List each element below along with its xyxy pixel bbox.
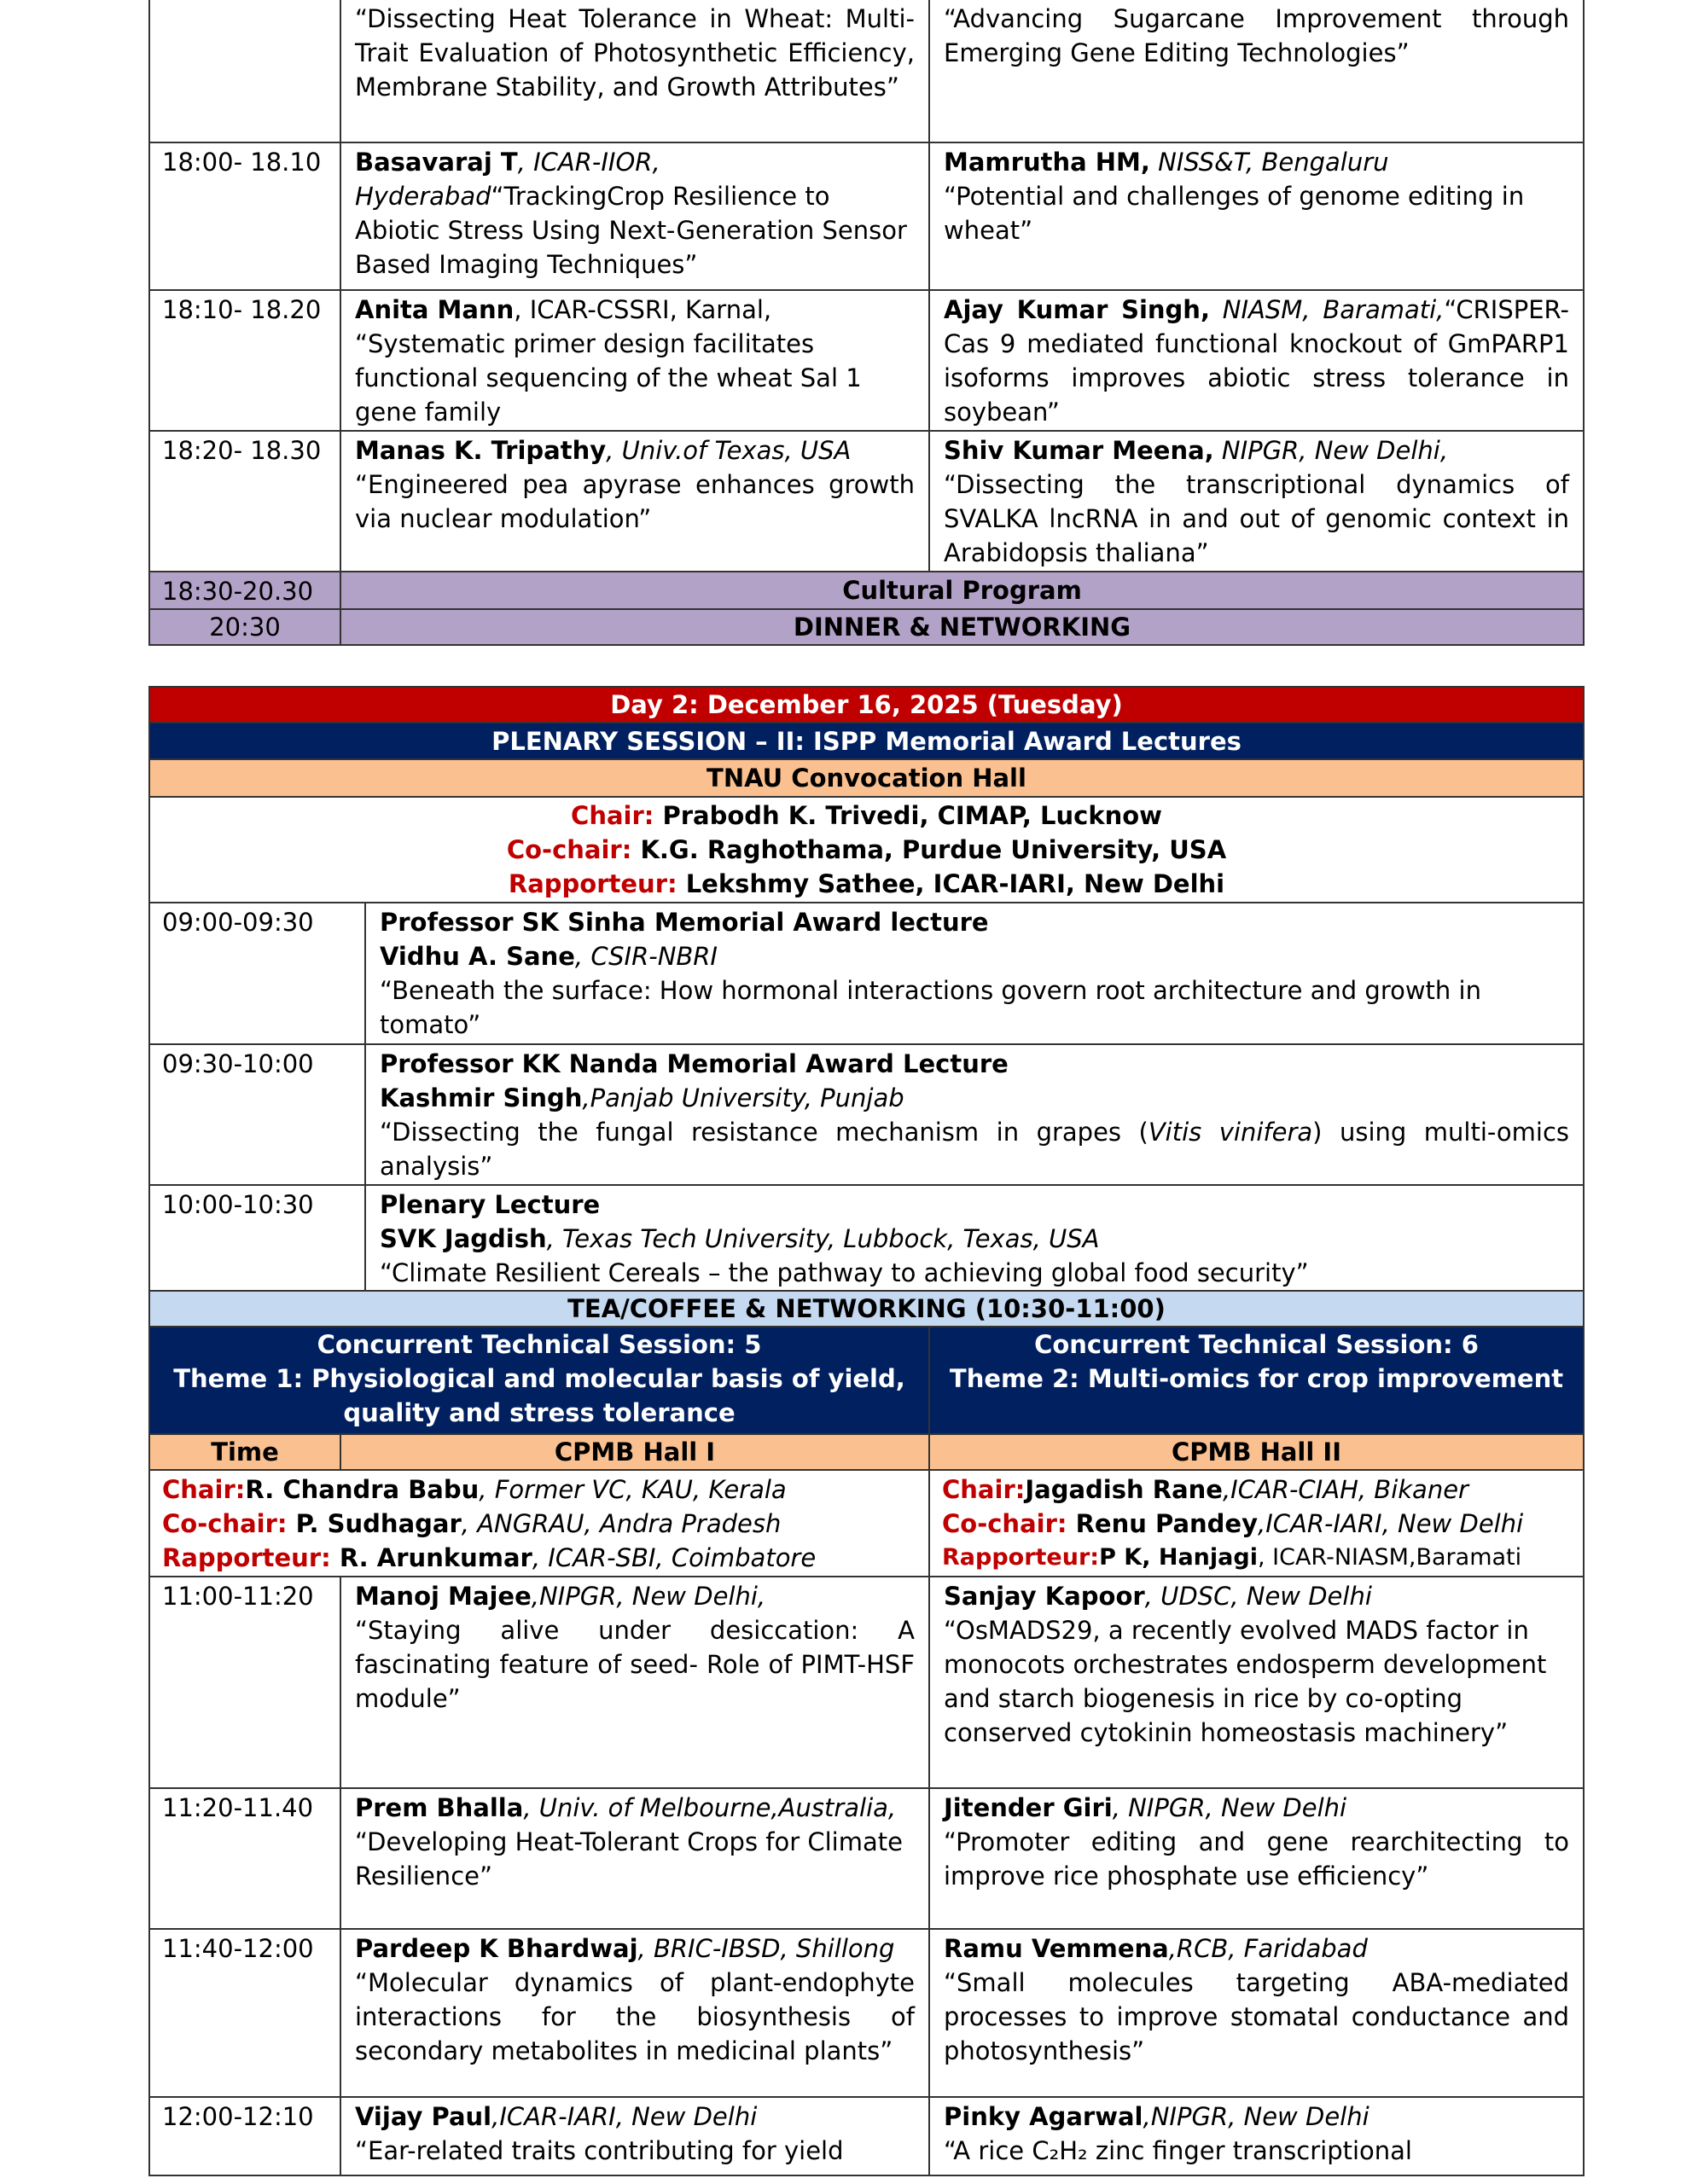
hall1-header: CPMB Hall I [340,1434,929,1470]
time-cell: 11:40-12:00 [149,1929,340,2097]
chair-affiliation: , Former VC, KAU, Kerala [479,1475,787,1504]
speaker-affiliation: , ICAR-IIOR, Hyderabad [355,148,660,211]
chair-name: R. Chandra Babu [245,1475,480,1504]
lecture-cell [365,1185,1584,1291]
speaker-affiliation: NIPGR, New Delhi, [1213,436,1449,465]
concurrent-session-6 [929,1327,1584,1434]
session-theme: Theme 1: Physiological and molecular basis of yield, quality and stress tolerance [173,1364,905,1427]
plenary-row [149,1185,1584,1291]
talk-cell [340,431,929,572]
time-cell: 18:00- 18.10 [149,142,340,290]
cochair-name: Renu Pandey [1067,1509,1259,1538]
talk-cell [340,142,929,290]
speaker-affiliation: , Texas Tech University, Lubbock, Texas, USA [546,1224,1100,1253]
speaker-affiliation: , ICAR-CSSRI, Karnal, [514,295,772,324]
cultural-program-label: Cultural Program [340,572,1584,609]
concurrent-session-5 [149,1327,929,1434]
talk-title: “Dissecting the transcriptional dynamics of SVALKA lncRNA in and out of genomic context in Arabidopsis thaliana” [944,470,1569,567]
table-row [149,290,1584,431]
talk-title: “Developing Heat-Tolerant Crops for Climate Resilience” [355,1827,903,1891]
cochair-name: K.G. Raghothama, Purdue University, USA [631,835,1227,864]
chair-affiliation: ,ICAR-CIAH, Bikaner [1222,1475,1468,1504]
talk-title: “Advancing Sugarcane Improvement through Emerging Gene Editing Technologies” [944,4,1569,67]
chair-label: Chair: [571,801,654,830]
lecture-cell [365,1044,1584,1185]
day1-schedule-table [148,0,1585,646]
talk-title: “TrackingCrop Resilience to Abiotic Stress Using Next-Generation Sensor Based Imaging Techniques” [355,182,907,279]
talk-cell [340,0,929,142]
rapporteur-name: P K, Hanjagi [1099,1544,1258,1571]
session-chairs [149,797,1584,903]
talk-cell [929,1577,1584,1788]
speaker-name: Prem Bhalla [355,1793,524,1822]
chair-label: Chair: [942,1475,1026,1504]
hall2-chairs [929,1470,1584,1577]
session-title: PLENARY SESSION – II: ISPP Memorial Award Lectures [149,723,1584,759]
cochair-name: P. Sudhagar [287,1509,462,1538]
table-row [149,142,1584,290]
talk-cell [340,1577,929,1788]
session-theme: Theme 2: Multi-omics for crop improvement [949,1364,1564,1393]
talk-row [149,1929,1584,2097]
speaker-name: Anita Mann [355,295,515,324]
speaker-name: Sanjay Kapoor [944,1582,1145,1611]
chair-label: Chair: [162,1475,246,1504]
talk-row [149,1577,1584,1788]
speaker-name: Kashmir Singh [380,1083,583,1112]
talk-cell [929,0,1584,142]
lecture-heading: Professor KK Nanda Memorial Award Lecture [380,1049,1009,1078]
hall-chairs-row [149,1470,1584,1577]
talk-title: “Engineered pea apyrase enhances growth via nuclear modulation” [355,470,915,533]
rapporteur-label: Rapporteur: [942,1544,1100,1571]
rapporteur-label: Rapporteur: [508,869,677,898]
time-cell: 12:00-12:10 [149,2097,340,2175]
talk-cell [340,1929,929,2097]
speaker-affiliation: , NIPGR, New Delhi [1112,1793,1347,1822]
time-cell: 20:30 [149,609,340,645]
time-cell: 10:00-10:30 [149,1185,365,1291]
day2-schedule-table [148,686,1585,2176]
talk-cell [929,431,1584,572]
chair-name: Jagadish Rane [1025,1475,1223,1504]
talk-title [380,1115,1569,1183]
talk-title: “Molecular dynamics of plant-endophyte interactions for the biosynthesis of secondary metabolites in medicinal plants” [355,1968,915,2065]
speaker-affiliation: NISS&T, Bengaluru [1149,148,1389,177]
time-cell: 18:10- 18.20 [149,290,340,431]
speaker-name: Basavaraj T [355,148,518,177]
chairs-row [149,797,1584,903]
time-cell: 11:00-11:20 [149,1577,340,1788]
time-cell: 18:30-20.30 [149,572,340,609]
time-cell: 11:20-11.40 [149,1788,340,1929]
cochair-label: Co-chair: [506,835,632,864]
rapporteur-affiliation: , ICAR-SBI, Coimbatore [532,1543,817,1572]
cochair-label: Co-chair: [942,1509,1067,1538]
plenary-row [149,1044,1584,1185]
speaker-name: Vidhu A. Sane [380,942,575,971]
hall1-chairs [149,1470,929,1577]
lecture-heading: Professor SK Sinha Memorial Award lecture [380,908,989,937]
talk-title: “OsMADS29, a recently evolved MADS factor in monocots orchestrates endosperm development and starch biogenesis in rice by co-opting conserved cytokinin homeostasis machinery” [944,1616,1547,1747]
session-title-row [149,723,1584,759]
rapporteur-name: R. Arunkumar [330,1543,532,1572]
talk-cell [340,290,929,431]
tea-break-label: TEA/COFFEE & NETWORKING (10:30-11:00) [149,1291,1584,1327]
lecture-cell [365,903,1584,1044]
speaker-affiliation: NIASM, Baramati, [1209,295,1445,324]
time-cell: 09:30-10:00 [149,1044,365,1185]
cultural-program-row [149,572,1584,609]
dinner-label: DINNER & NETWORKING [340,609,1584,645]
hall2-header: CPMB Hall II [929,1434,1584,1470]
speaker-affiliation: ,Panjab University, Punjab [582,1083,904,1112]
speaker-affiliation: , BRIC-IBSD, Shillong [637,1934,895,1963]
talk-cell [929,290,1584,431]
talk-row [149,1788,1584,1929]
speaker-affiliation: ,NIPGR, New Delhi, [531,1582,766,1611]
talk-title: “Systematic primer design facilitates functional sequencing of the wheat Sal 1 gene family [355,329,862,427]
speaker-affiliation: ,RCB, Faridabad [1168,1934,1368,1963]
speaker-name: SVK Jagdish [380,1224,547,1253]
talk-title: “Promoter editing and gene rearchitecting to improve rice phosphate use efficiency” [944,1827,1569,1891]
species-name: Vitis vinifera [1148,1118,1313,1147]
hall-header-row [149,1434,1584,1470]
time-cell [149,0,340,142]
concurrent-session-row [149,1327,1584,1434]
speaker-name: Pardeep K Bhardwaj [355,1934,638,1963]
speaker-name: Shiv Kumar Meena, [944,436,1214,465]
speaker-name: Pinky Agarwal [944,2102,1143,2131]
talk-cell [929,2097,1584,2175]
speaker-affiliation: , CSIR-NBRI [574,942,718,971]
talk-cell [929,142,1584,290]
chair-name: Prabodh K. Trivedi, CIMAP, Lucknow [654,801,1162,830]
speaker-affiliation: , UDSC, New Delhi [1144,1582,1372,1611]
speaker-affiliation: , Univ.of Texas, USA [606,436,852,465]
talk-title: “Dissecting Heat Tolerance in Wheat: Multi-Trait Evaluation of Photosynthetic Efficiency, Membrane Stability, and Growth Attributes” [355,4,915,102]
talk-title: “A rice C₂H₂ zinc finger transcriptional [944,2136,1412,2165]
talk-title: “Climate Resilient Cereals – the pathway to achieving global food security” [380,1258,1309,1287]
talk-title: “CRISPER-Cas 9 mediated functional knockout of GmPARP1 isoforms improves abiotic stress tolerance in soybean” [944,295,1569,427]
speaker-name: Jitender Giri [944,1793,1113,1822]
speaker-affiliation: ,NIPGR, New Delhi [1143,2102,1369,2131]
tea-break-row [149,1291,1584,1327]
talk-cell [340,1788,929,1929]
day-title-row [149,687,1584,723]
session-number: Concurrent Technical Session: 6 [1034,1330,1479,1359]
talk-title: “Beneath the surface: How hormonal interactions govern root architecture and growth in tomato” [380,976,1481,1039]
table-row [149,431,1584,572]
talk-cell [929,1788,1584,1929]
speaker-affiliation: , Univ. of Melbourne,Australia, [523,1793,897,1822]
speaker-affiliation: ,ICAR-IARI, New Delhi [491,2102,758,2131]
speaker-name: Mamrutha HM, [944,148,1150,177]
dinner-row [149,609,1584,645]
venue-row [149,759,1584,797]
time-header: Time [149,1434,340,1470]
rapporteur-name: Lekshmy Sathee, ICAR-IARI, New Delhi [677,869,1225,898]
cochair-affiliation: , ANGRAU, Andra Pradesh [461,1509,782,1538]
talk-title: “Staying alive under desiccation: A fascinating feature of seed- Role of PIMT-HSF module” [355,1616,915,1713]
speaker-name: Manoj Majee [355,1582,532,1611]
rapporteur-affiliation: , ICAR-NIASM,Baramati [1257,1544,1522,1571]
day-title: Day 2: December 16, 2025 (Tuesday) [149,687,1584,723]
table-row [149,0,1584,142]
talk-cell [340,2097,929,2175]
speaker-name: Vijay Paul [355,2102,492,2131]
session-number: Concurrent Technical Session: 5 [317,1330,762,1359]
speaker-name: Ramu Vemmena [944,1934,1169,1963]
lecture-heading: Plenary Lecture [380,1190,601,1219]
time-cell: 18:20- 18.30 [149,431,340,572]
rapporteur-label: Rapporteur: [162,1543,331,1572]
talk-cell [929,1929,1584,2097]
talk-title: “Ear-related traits contributing for yield [355,2136,844,2165]
plenary-row [149,903,1584,1044]
venue: TNAU Convocation Hall [149,759,1584,797]
cochair-label: Co-chair: [162,1509,288,1538]
title-text: ) using multi-omics analysis” [380,1118,1569,1181]
speaker-name: Ajay Kumar Singh, [944,295,1210,324]
talk-row [149,2097,1584,2175]
talk-title: “Small molecules targeting ABA-mediated processes to improve stomatal conductance and photosynthesis” [944,1968,1569,2065]
cochair-affiliation: ,ICAR-IARI, New Delhi [1258,1509,1524,1538]
speaker-name: Manas K. Tripathy [355,436,607,465]
title-text: “Dissecting the fungal resistance mechanism in grapes ( [380,1118,1148,1147]
talk-title: “Potential and challenges of genome editing in wheat” [944,182,1525,245]
time-cell: 09:00-09:30 [149,903,365,1044]
